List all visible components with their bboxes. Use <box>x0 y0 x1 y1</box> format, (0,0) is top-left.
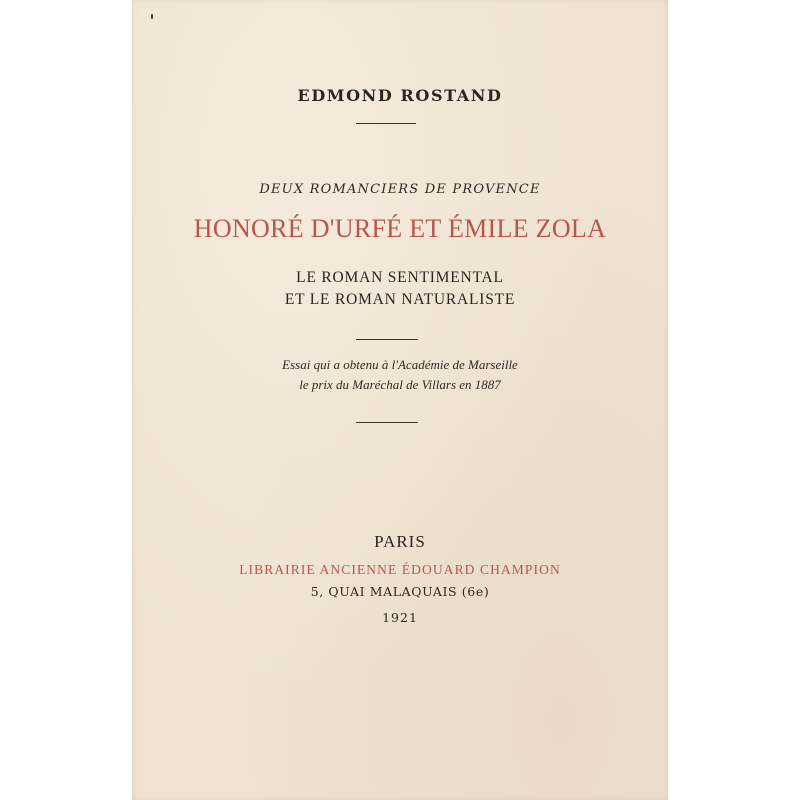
divider-rule <box>356 339 418 340</box>
subtitle-line: LE ROMAN SENTIMENTAL <box>296 269 504 286</box>
series-title: DEUX ROMANCIERS DE PROVENCE <box>259 182 541 197</box>
author-name: EDMOND ROSTAND <box>297 86 503 105</box>
imprint-address: 5, QUAI MALAQUAIS (6e) <box>310 584 490 599</box>
imprint-city: PARIS <box>374 532 426 551</box>
divider-rule <box>356 422 418 423</box>
subtitle-line: ET LE ROMAN NATURALISTE <box>284 291 516 308</box>
book-title: HONORÉ D'URFÉ ET ÉMILE ZOLA <box>193 214 607 243</box>
imprint-publisher: LIBRAIRIE ANCIENNE ÉDOUARD CHAMPION <box>239 562 561 577</box>
imprint-year: 1921 <box>382 610 418 625</box>
title-page <box>132 0 668 800</box>
award-note: Essai qui a obtenu à l'Académie de Marseille <box>282 357 518 372</box>
award-note: le prix du Maréchal de Villars en 1887 <box>299 377 501 392</box>
divider-rule <box>356 123 416 124</box>
ink-speck <box>151 14 153 19</box>
